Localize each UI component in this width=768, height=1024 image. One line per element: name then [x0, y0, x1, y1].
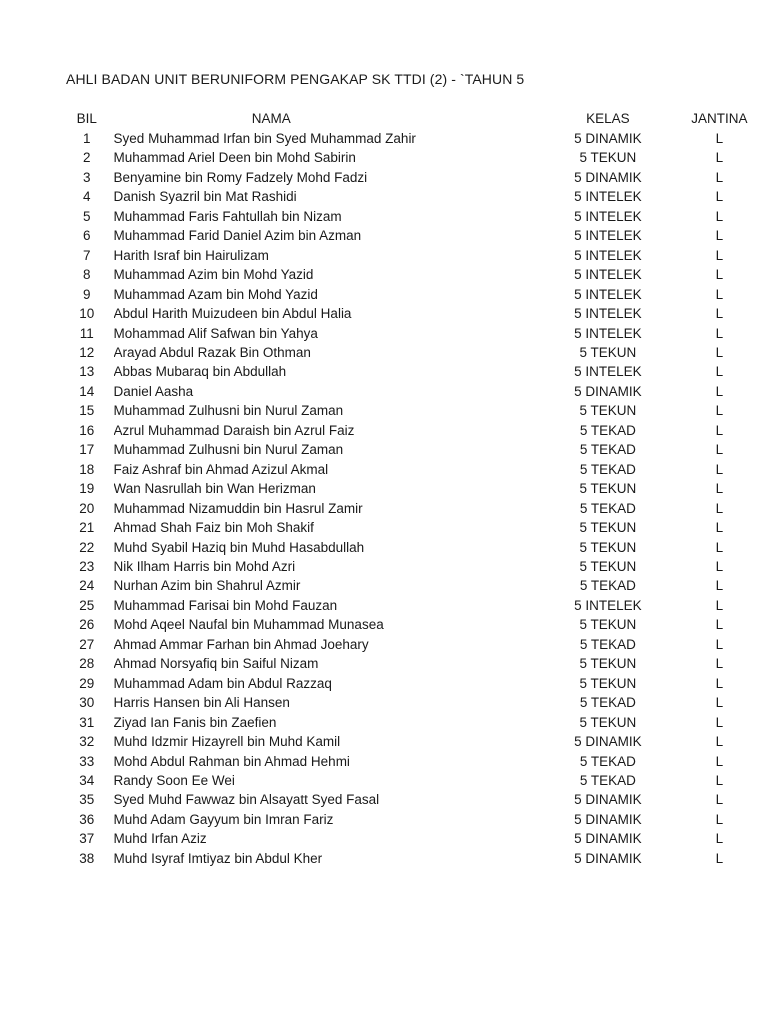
table-row [60, 499, 768, 518]
document-title: AHLI BADAN UNIT BERUNIFORM PENGAKAP SK TTDI (2) - `TAHUN 5 [66, 71, 525, 87]
cell-kelas: 5 INTELEK [574, 208, 642, 224]
cell-jantina: L [715, 189, 724, 205]
table-row [60, 324, 768, 343]
cell-bil: 6 [83, 228, 91, 244]
cell-jantina: L [715, 617, 724, 633]
cell-jantina: L [715, 442, 724, 458]
table-row [60, 576, 768, 595]
cell-nama: Danish Syazril bin Mat Rashidi [113, 189, 297, 205]
cell-bil: 30 [79, 695, 95, 711]
cell-jantina: L [715, 403, 724, 419]
cell-jantina: L [715, 228, 724, 244]
table-row [60, 246, 768, 265]
cell-kelas: 5 TEKAD [579, 500, 636, 516]
cell-nama: Arayad Abdul Razak Bin Othman [113, 344, 311, 360]
cell-bil: 7 [83, 247, 91, 263]
cell-jantina: L [715, 208, 724, 224]
cell-kelas: 5 INTELEK [574, 325, 642, 341]
cell-bil: 25 [79, 597, 95, 613]
table-body [60, 129, 768, 868]
cell-nama: Syed Muhammad Irfan bin Syed Muhammad Zahir [113, 131, 416, 146]
cell-kelas: 5 TEKUN [579, 344, 637, 360]
cell-jantina: L [715, 792, 724, 808]
table-row [60, 829, 768, 848]
cell-bil: 24 [79, 578, 95, 594]
cell-kelas: 5 TEKUN [579, 558, 637, 574]
cell-kelas: 5 INTELEK [574, 364, 642, 380]
cell-nama: Muhd Syabil Haziq bin Muhd Hasabdullah [113, 539, 365, 555]
cell-kelas: 5 INTELEK [574, 597, 642, 613]
table-row [60, 187, 768, 206]
cell-nama: Benyamine bin Romy Fadzely Mohd Fadzi [113, 169, 368, 185]
cell-kelas: 5 TEKUN [579, 656, 637, 672]
table-row [60, 382, 768, 401]
table-row [60, 538, 768, 557]
cell-jantina: L [715, 344, 724, 360]
table-row [60, 207, 768, 226]
cell-bil: 37 [79, 831, 95, 847]
cell-bil: 14 [79, 383, 95, 399]
table-row [60, 285, 768, 304]
cell-bil: 35 [79, 792, 95, 808]
cell-bil: 33 [79, 753, 95, 769]
table-row [60, 713, 768, 732]
cell-bil: 19 [79, 481, 95, 497]
cell-bil: 26 [79, 617, 95, 633]
cell-kelas: 5 TEKAD [579, 753, 636, 769]
cell-jantina: L [715, 714, 724, 730]
cell-bil: 15 [79, 403, 95, 419]
cell-kelas: 5 TEKUN [579, 617, 637, 633]
cell-kelas: 5 INTELEK [574, 228, 642, 244]
table-row [60, 226, 768, 245]
table-row [60, 440, 768, 459]
header-jantina: JANTINA [691, 111, 748, 126]
table-row [60, 674, 768, 693]
cell-nama: Muhammad Zulhusni bin Nurul Zaman [113, 442, 344, 458]
table-row [60, 129, 768, 148]
header-bil: BIL [76, 111, 97, 126]
cell-jantina: L [715, 247, 724, 263]
cell-kelas: 5 TEKUN [579, 675, 637, 691]
cell-jantina: L [715, 811, 724, 827]
cell-nama: Muhammad Faris Fahtullah bin Nizam [113, 208, 342, 224]
header-nama: NAMA [251, 111, 291, 126]
table-row [60, 615, 768, 634]
cell-jantina: L [715, 267, 724, 283]
cell-jantina: L [715, 695, 724, 711]
cell-kelas: 5 TEKAD [579, 636, 636, 652]
cell-nama: Muhammad Farisai bin Mohd Fauzan [113, 597, 338, 613]
cell-nama: Syed Muhd Fawwaz bin Alsayatt Syed Fasal [113, 792, 380, 808]
cell-kelas: 5 DINAMIK [574, 734, 642, 750]
cell-nama: Ahmad Shah Faiz bin Moh Shakif [113, 520, 314, 536]
table-row [60, 460, 768, 479]
cell-jantina: L [715, 675, 724, 691]
cell-jantina: L [715, 481, 724, 497]
cell-jantina: L [715, 306, 724, 322]
cell-nama: Muhammad Azam bin Mohd Yazid [113, 286, 318, 302]
cell-bil: 23 [79, 558, 95, 574]
cell-jantina: L [715, 636, 724, 652]
member-table [60, 108, 768, 868]
cell-nama: Abdul Harith Muizudeen bin Abdul Halia [113, 306, 352, 322]
cell-bil: 18 [79, 461, 95, 477]
table-row [60, 265, 768, 284]
cell-nama: Muhammad Nizamuddin bin Hasrul Zamir [113, 500, 363, 516]
table-row [60, 401, 768, 420]
cell-bil: 5 [83, 208, 91, 224]
cell-bil: 16 [79, 422, 95, 438]
table-row [60, 810, 768, 829]
cell-bil: 32 [79, 734, 95, 750]
cell-jantina: L [715, 753, 724, 769]
cell-jantina: L [715, 461, 724, 477]
table-header-row [60, 108, 768, 129]
cell-kelas: 5 INTELEK [574, 267, 642, 283]
table-row [60, 518, 768, 537]
table-row [60, 693, 768, 712]
table-row [60, 421, 768, 440]
cell-jantina: L [715, 558, 724, 574]
cell-bil: 28 [79, 656, 95, 672]
table-row [60, 148, 768, 167]
cell-bil: 2 [83, 150, 91, 166]
cell-kelas: 5 TEKUN [579, 714, 637, 730]
cell-kelas: 5 TEKUN [579, 150, 637, 166]
cell-bil: 10 [79, 306, 95, 322]
cell-kelas: 5 DINAMIK [574, 831, 642, 847]
cell-jantina: L [715, 500, 724, 516]
cell-kelas: 5 TEKUN [579, 539, 637, 555]
cell-nama: Abbas Mubaraq bin Abdullah [113, 364, 287, 380]
cell-nama: Ziyad Ian Fanis bin Zaefien [113, 714, 277, 730]
cell-bil: 12 [79, 344, 95, 360]
cell-bil: 21 [79, 520, 95, 536]
cell-kelas: 5 DINAMIK [574, 131, 642, 146]
cell-jantina: L [715, 850, 724, 866]
table-row [60, 790, 768, 809]
cell-nama: Muhammad Zulhusni bin Nurul Zaman [113, 403, 344, 419]
cell-nama: Muhammad Ariel Deen bin Mohd Sabirin [113, 150, 356, 166]
cell-nama: Mohammad Alif Safwan bin Yahya [113, 325, 318, 341]
cell-nama: Muhammad Farid Daniel Azim bin Azman [113, 228, 362, 244]
cell-nama: Randy Soon Ee Wei [113, 772, 235, 788]
cell-nama: Nurhan Azim bin Shahrul Azmir [113, 578, 301, 594]
table-row [60, 557, 768, 576]
table-row [60, 304, 768, 323]
cell-jantina: L [715, 772, 724, 788]
cell-jantina: L [715, 422, 724, 438]
header-kelas: KELAS [586, 111, 630, 126]
cell-kelas: 5 TEKAD [579, 578, 636, 594]
cell-jantina: L [715, 578, 724, 594]
cell-nama: Harith Israf bin Hairulizam [113, 247, 269, 263]
cell-bil: 29 [79, 675, 95, 691]
cell-nama: Ahmad Norsyafiq bin Saiful Nizam [113, 656, 319, 672]
cell-nama: Faiz Ashraf bin Ahmad Azizul Akmal [113, 461, 329, 477]
cell-kelas: 5 TEKAD [579, 442, 636, 458]
table-row [60, 343, 768, 362]
cell-nama: Muhammad Adam bin Abdul Razzaq [113, 675, 332, 691]
cell-kelas: 5 INTELEK [574, 286, 642, 302]
cell-bil: 38 [79, 850, 95, 866]
cell-bil: 17 [79, 442, 95, 458]
cell-jantina: L [715, 539, 724, 555]
cell-bil: 27 [79, 636, 95, 652]
cell-jantina: L [715, 831, 724, 847]
cell-kelas: 5 DINAMIK [574, 792, 642, 808]
table-row [60, 596, 768, 615]
cell-kelas: 5 TEKUN [579, 481, 637, 497]
cell-bil: 36 [79, 811, 95, 827]
cell-kelas: 5 TEKUN [579, 403, 637, 419]
cell-bil: 22 [79, 539, 95, 555]
cell-nama: Muhd Idzmir Hizayrell bin Muhd Kamil [113, 734, 341, 750]
cell-jantina: L [715, 734, 724, 750]
cell-bil: 11 [79, 325, 94, 341]
cell-jantina: L [715, 286, 724, 302]
cell-jantina: L [715, 520, 724, 536]
table-row [60, 849, 768, 868]
cell-jantina: L [715, 169, 724, 185]
cell-bil: 4 [83, 189, 91, 205]
cell-nama: Muhd Irfan Aziz [113, 831, 207, 847]
cell-nama: Daniel Aasha [113, 383, 194, 399]
cell-nama: Muhd Adam Gayyum bin Imran Fariz [113, 811, 334, 827]
cell-kelas: 5 DINAMIK [574, 169, 642, 185]
cell-jantina: L [715, 325, 724, 341]
cell-kelas: 5 TEKAD [579, 695, 636, 711]
cell-kelas: 5 DINAMIK [574, 383, 642, 399]
cell-kelas: 5 TEKAD [579, 461, 636, 477]
cell-kelas: 5 DINAMIK [574, 811, 642, 827]
cell-nama: Ahmad Ammar Farhan bin Ahmad Joehary [113, 636, 369, 652]
cell-jantina: L [715, 656, 724, 672]
cell-nama: Azrul Muhammad Daraish bin Azrul Faiz [113, 422, 355, 438]
cell-jantina: L [715, 383, 724, 399]
cell-bil: 1 [83, 131, 91, 146]
cell-bil: 9 [83, 286, 91, 302]
cell-kelas: 5 INTELEK [574, 306, 642, 322]
cell-nama: Muhd Isyraf Imtiyaz bin Abdul Kher [113, 850, 323, 866]
cell-nama: Muhammad Azim bin Mohd Yazid [113, 267, 314, 283]
cell-bil: 34 [79, 772, 95, 788]
cell-bil: 20 [79, 500, 95, 516]
cell-nama: Mohd Abdul Rahman bin Ahmad Hehmi [113, 753, 350, 769]
table-row [60, 168, 768, 187]
table-row [60, 654, 768, 673]
cell-bil: 31 [79, 714, 95, 730]
table-row [60, 732, 768, 751]
cell-kelas: 5 TEKAD [579, 422, 636, 438]
table-row [60, 752, 768, 771]
table-row [60, 771, 768, 790]
cell-nama: Wan Nasrullah bin Wan Herizman [113, 481, 316, 497]
cell-nama: Mohd Aqeel Naufal bin Muhammad Munasea [113, 617, 384, 633]
cell-kelas: 5 INTELEK [574, 189, 642, 205]
cell-kelas: 5 TEKAD [579, 772, 636, 788]
cell-nama: Nik Ilham Harris bin Mohd Azri [113, 558, 296, 574]
table-row [60, 635, 768, 654]
cell-kelas: 5 TEKUN [579, 520, 637, 536]
table-row [60, 362, 768, 381]
cell-jantina: L [715, 364, 724, 380]
cell-jantina: L [715, 150, 724, 166]
cell-jantina: L [715, 597, 724, 613]
table-row [60, 479, 768, 498]
cell-bil: 8 [83, 267, 91, 283]
cell-kelas: 5 INTELEK [574, 247, 642, 263]
cell-bil: 3 [83, 169, 91, 185]
cell-kelas: 5 DINAMIK [574, 850, 642, 866]
cell-nama: Harris Hansen bin Ali Hansen [113, 695, 290, 711]
cell-bil: 13 [79, 364, 95, 380]
cell-jantina: L [715, 131, 724, 146]
